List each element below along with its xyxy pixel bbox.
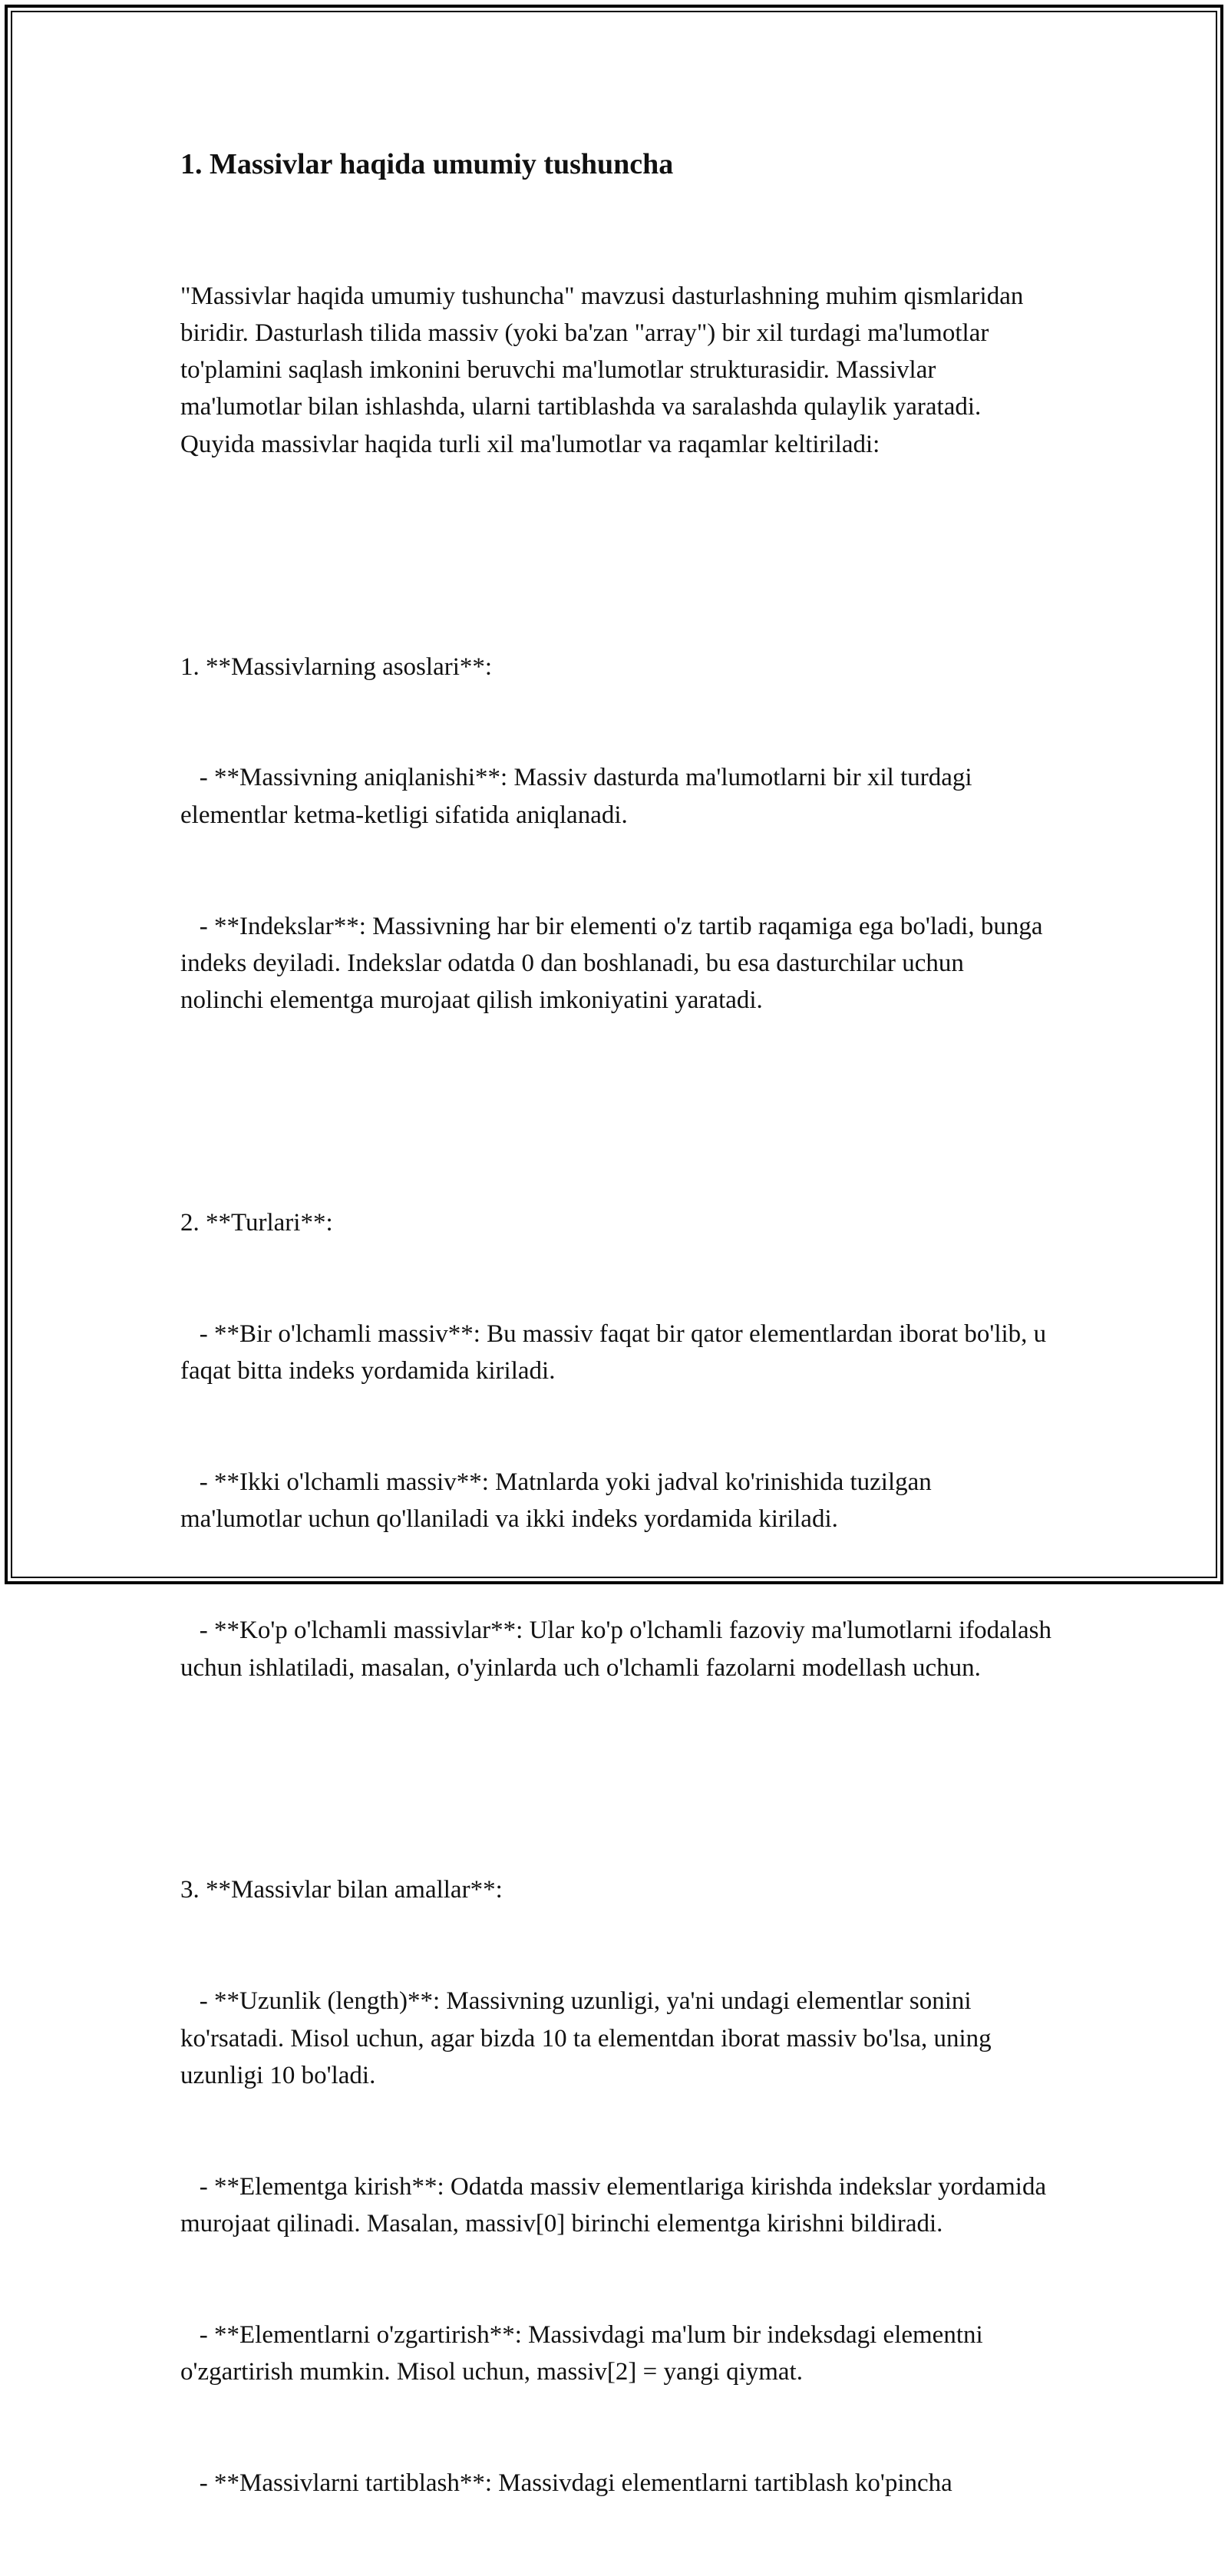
section-heading-operations: 3. **Massivlar bilan amallar**: <box>180 1876 503 1904</box>
blank-line <box>180 1093 1051 1130</box>
list-item-two-dimensional: - **Ikki o'lchamli massiv**: Matnlarda yoki jadval ko'rinishida tuzilgan ma'lumotlar uchun qo'llaniladi va ikki indeks yordamida kiriladi. <box>180 1468 939 1534</box>
list-item-element-modify: - **Elementlarni o'zgartirish**: Massivdagi ma'lum bir indeksdagi elementni o'zgartirish mumkin. Misol uchun, massiv[2] = yangi qiymat. <box>180 2320 989 2386</box>
blank-line <box>180 537 1051 574</box>
list-item-element-access: - **Elementga kirish**: Odatda massiv elementlariga kirishda indekslar yordamida murojaat qilinadi. Masalan, massiv[0] birinchi elementga kirishni bildiradi. <box>180 2172 1053 2238</box>
section-heading-basics: 1. **Massivlarning asoslari**: <box>180 652 493 681</box>
intro-paragraph: "Massivlar haqida umumiy tushuncha" mavzusi dasturlashning muhim qismlaridan biridir. Dasturlash tilida massiv (yoki ba'zan "array") bir xil turdagi ma'lumotlar to'plamini saqlash imkonini beruvchi ma'lumotlar strukturasidir. Massivlar ma'lumotlar bilan ishlashda, ularni tartiblashda va saralashda qulaylik yaratadi. Quyida massivlar haqida turli xil ma'lumotlar va raqamlar keltiriladi: <box>180 282 1030 458</box>
document-body <box>180 203 1058 2576</box>
document-title: 1. Massivlar haqida umumiy tushuncha <box>180 148 674 180</box>
list-item-one-dimensional: - **Bir o'lchamli massiv**: Bu massiv faqat bir qator elementlardan iborat bo'lib, u faqat bitta indeks yordamida kiriladi. <box>180 1319 1053 1385</box>
section-heading-types: 2. **Turlari**: <box>180 1209 333 1237</box>
document-content <box>180 142 1058 2576</box>
list-item-sorting: - **Massivlarni tartiblash**: Massivdagi elementlarni tartiblash ko'pincha <box>180 2469 952 2498</box>
list-item-length: - **Uzunlik (length)**: Massivning uzunligi, ya'ni undagi elementlar sonini ko'rsatadi. Misol uchun, agar bizda 10 ta elementdan iborat massiv bo'lsa, uning uzunligi 10 bo'ladi. <box>180 1987 998 2089</box>
list-item-multi-dimensional: - **Ko'p o'lchamli massivlar**: Ular ko'p o'lchamli fazoviy ma'lumotlarni ifodalash uchun ishlatiladi, masalan, o'yinlarda uch o'lchamli fazolarni modellash uchun. <box>180 1617 1058 1682</box>
list-item-indexes: - **Indekslar**: Massivning har bir elementi o'z tartib raqamiga ega bo'ladi, bunga indeks deyiladi. Indekslar odatda 0 dan boshlanadi, bu esa dasturchilar uchun nolinchi elementga murojaat qilish imkoniyatini yaratadi. <box>180 912 1049 1015</box>
list-item-definition: - **Massivning aniqlanishi**: Massiv dasturda ma'lumotlarni bir xil turdagi elementlar ketma-ketligi sifatida aniqlanadi. <box>180 764 979 829</box>
blank-line <box>180 1760 1051 1797</box>
